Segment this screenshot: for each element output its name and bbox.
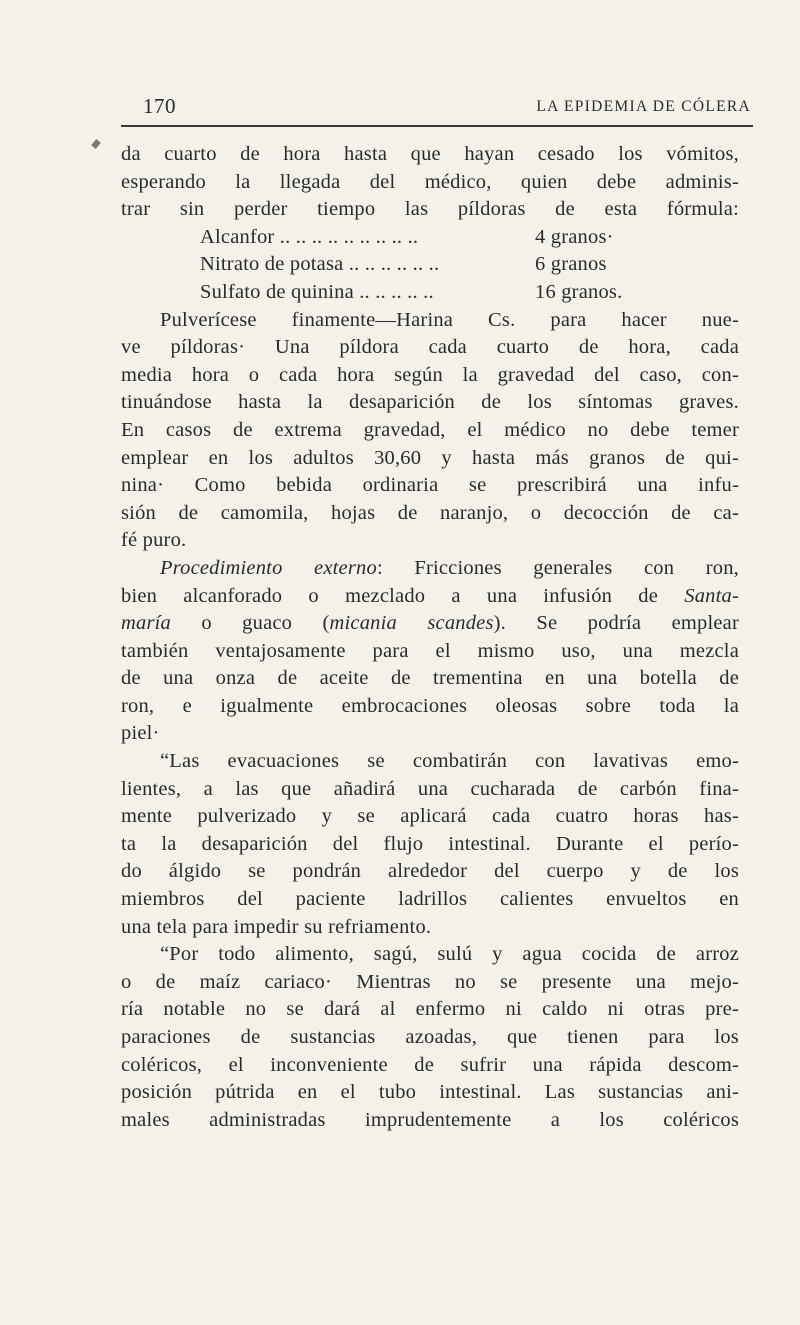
text-line: da cuarto de hora hasta que hayan cesado los vómitos, [121,143,739,165]
running-title: LA EPIDEMIA DE CÓLERA [536,98,751,115]
formula-quantity: 6 granos [535,253,607,276]
formula-ingredient: Alcanfor .. .. .. .. .. .. .. .. .. [200,225,419,248]
text-line: una tela para impedir su refriamento. [121,915,432,938]
text-line: ve píldoras· Una píldora cada cuarto de hora, cada [121,336,739,359]
text-fragment: : Fricciones generales con ron, [376,556,739,579]
page-header [121,94,753,126]
text-line: miembros del paciente ladrillos calientes envueltos en [121,888,739,911]
text-fragment: bien alcanforado o mezclado a una infusión de [121,584,685,607]
formula-row [121,279,739,307]
text-line: tinuándose hasta la desaparición de los síntomas graves. [121,391,739,414]
text-line: media hora o cada hora según la gravedad del caso, con- [121,363,739,386]
text-line: do álgido se pondrán alrededor del cuerpo y de los [121,860,739,883]
italic-term: maría [121,612,171,635]
text-line: ron, e igualmente embrocaciones oleosas sobre toda la [121,694,739,717]
text-fragment: ). Se podría emplear [493,612,740,635]
formula-row [121,224,739,252]
page-number: 170 [143,94,176,118]
text-line: “Las evacuaciones se combatirán con lavativas emo- [160,750,739,773]
italic-term: Santa- [684,584,739,607]
text-line: nina· Como bebida ordinaria se prescribirá una infu- [121,474,739,497]
text-line: también ventajosamente para el mismo uso, una mezcla [121,639,739,662]
formula-ingredient: Sulfato de quinina .. .. .. .. .. [200,280,434,303]
ink-speck [91,139,101,149]
italic-term: Procedimiento externo [160,556,377,579]
text-line: de una onza de aceite de trementina en una botella de [121,667,739,690]
italic-term: micania scandes [329,612,494,635]
text-line: males administradas imprudentemente a los coléricos [121,1108,739,1131]
text-line: sión de camomila, hojas de naranjo, o decocción de ca- [121,501,739,524]
formula-row [121,251,739,279]
formula-quantity: 16 granos. [535,280,623,303]
text-line: mente pulverizado y se aplicará cada cuatro horas has- [121,805,739,828]
text-line: En casos de extrema gravedad, el médico no debe temer [121,418,739,441]
text-line: coléricos, el inconveniente de sufrir una rápida descom- [121,1053,739,1076]
text-line: posición pútrida en el tubo intestinal. Las sustancias ani- [121,1081,739,1104]
text-line: piel· [121,722,160,745]
text-fragment: o guaco ( [170,612,330,635]
body-text [121,141,739,1134]
formula-quantity: 4 granos· [535,225,614,248]
text-line: esperando la llegada del médico, quien debe adminis- [121,170,739,193]
text-line: ta la desaparición del flujo intestinal. Durante el perío- [121,832,739,855]
text-line: ría notable no se dará al enfermo ni caldo ni otras pre- [121,998,739,1021]
text-line [121,583,739,611]
text-line: emplear en los adultos 30,60 y hasta más granos de qui- [121,446,739,469]
text-line: Pulverícese finamente—Harina Cs. para hacer nue- [160,308,739,331]
text-line: trar sin perder tiempo las píldoras de esta fórmula: [121,198,739,221]
header-rule [121,125,753,127]
text-line: “Por todo alimento, sagú, sulú y agua cocida de arroz [160,943,739,966]
formula-ingredient: Nitrato de potasa .. .. .. .. .. .. [200,253,440,276]
text-line: o de maíz cariaco· Mientras no se presente una mejo- [121,970,739,993]
text-line: fé puro. [121,529,187,552]
text-line: paraciones de sustancias azoadas, que tienen para los [121,1026,739,1048]
text-line [121,555,739,583]
text-line: lientes, a las que añadirá una cucharada de carbón fina- [121,777,739,800]
text-line [121,610,739,638]
